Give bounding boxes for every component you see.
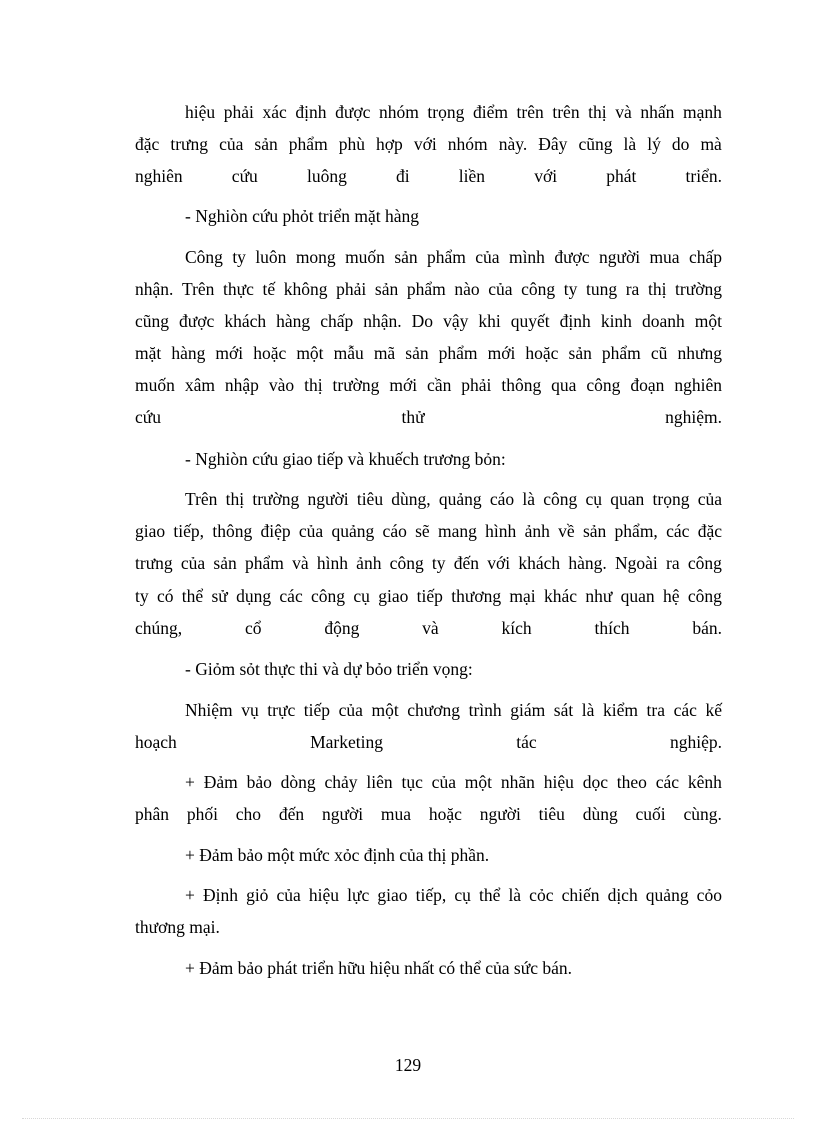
line-9: muốn xâm nhập vào thị trường mới cần phải thông qua công đoạn nghiên — [135, 375, 722, 395]
line-18: Nhiệm vụ trực tiếp của một chương trình giám sát là kiểm tra các kế — [185, 700, 722, 720]
line-8: mặt hàng mới hoặc một mẫu mã sản phẩm mới hoặc sản phẩm cũ nhưng — [135, 343, 722, 363]
line-23: + Định giỏ của hiệu lực giao tiếp, cụ thể là cỏc chiến dịch quảng cỏo — [185, 885, 722, 905]
line-21: phân phối cho đến người mua hoặc người tiêu dùng cuối cùng. — [135, 804, 722, 824]
line-16: chúng, cổ động và kích thích bán. — [135, 618, 722, 638]
line-7: cũng được khách hàng chấp nhận. Do vậy khi quyết định kinh doanh một — [135, 311, 722, 331]
line-14: trưng của sản phẩm và hình ảnh công ty đến với khách hàng. Ngoài ra công — [135, 553, 722, 573]
line-3: nghiên cứu luông đi liền với phát triển. — [135, 166, 722, 186]
line-2: đặc trưng của sản phẩm phù hợp với nhóm này. Đây cũng là lý do mà — [135, 134, 722, 154]
line-19: hoạch Marketing tác nghiệp. — [135, 732, 722, 752]
line-10: cứu thử nghiệm. — [135, 407, 722, 427]
line-5: Công ty luôn mong muốn sản phẩm của mình được người mua chấp — [185, 247, 722, 267]
line-24: thương mại. — [135, 917, 220, 937]
page-border-divider — [22, 1118, 794, 1119]
heading-communication: - Nghiòn cứu giao tiếp và khuếch trương bỏn: — [185, 449, 506, 469]
line-6: nhận. Trên thực tế không phải sản phẩm nào của công ty tung ra thị trường — [135, 279, 722, 299]
line-1: hiệu phải xác định được nhóm trọng điểm trên trên thị và nhấn mạnh — [185, 102, 722, 122]
line-25: + Đảm bảo phát triển hữu hiệu nhất có thể của sức bán. — [185, 958, 572, 978]
line-13: giao tiếp, thông điệp của quảng cáo sẽ mang hình ảnh về sản phẩm, các đặc — [135, 521, 722, 541]
heading-product-development: - Nghiòn cứu phỏt triển mặt hàng — [185, 206, 420, 226]
line-22: + Đảm bảo một mức xỏc định của thị phần. — [185, 845, 490, 865]
heading-monitoring: - Giỏm sỏt thực thi và dự bỏo triển vọng: — [185, 659, 473, 679]
line-12: Trên thị trường người tiêu dùng, quảng cáo là công cụ quan trọng của — [185, 489, 722, 509]
line-15: ty có thể sử dụng các công cụ giao tiếp thương mại khác như quan hệ công — [135, 586, 722, 606]
page-number: 129 — [394, 1055, 422, 1075]
line-20: + Đảm bảo dòng chảy liên tục của một nhãn hiệu dọc theo các kênh — [185, 772, 722, 792]
